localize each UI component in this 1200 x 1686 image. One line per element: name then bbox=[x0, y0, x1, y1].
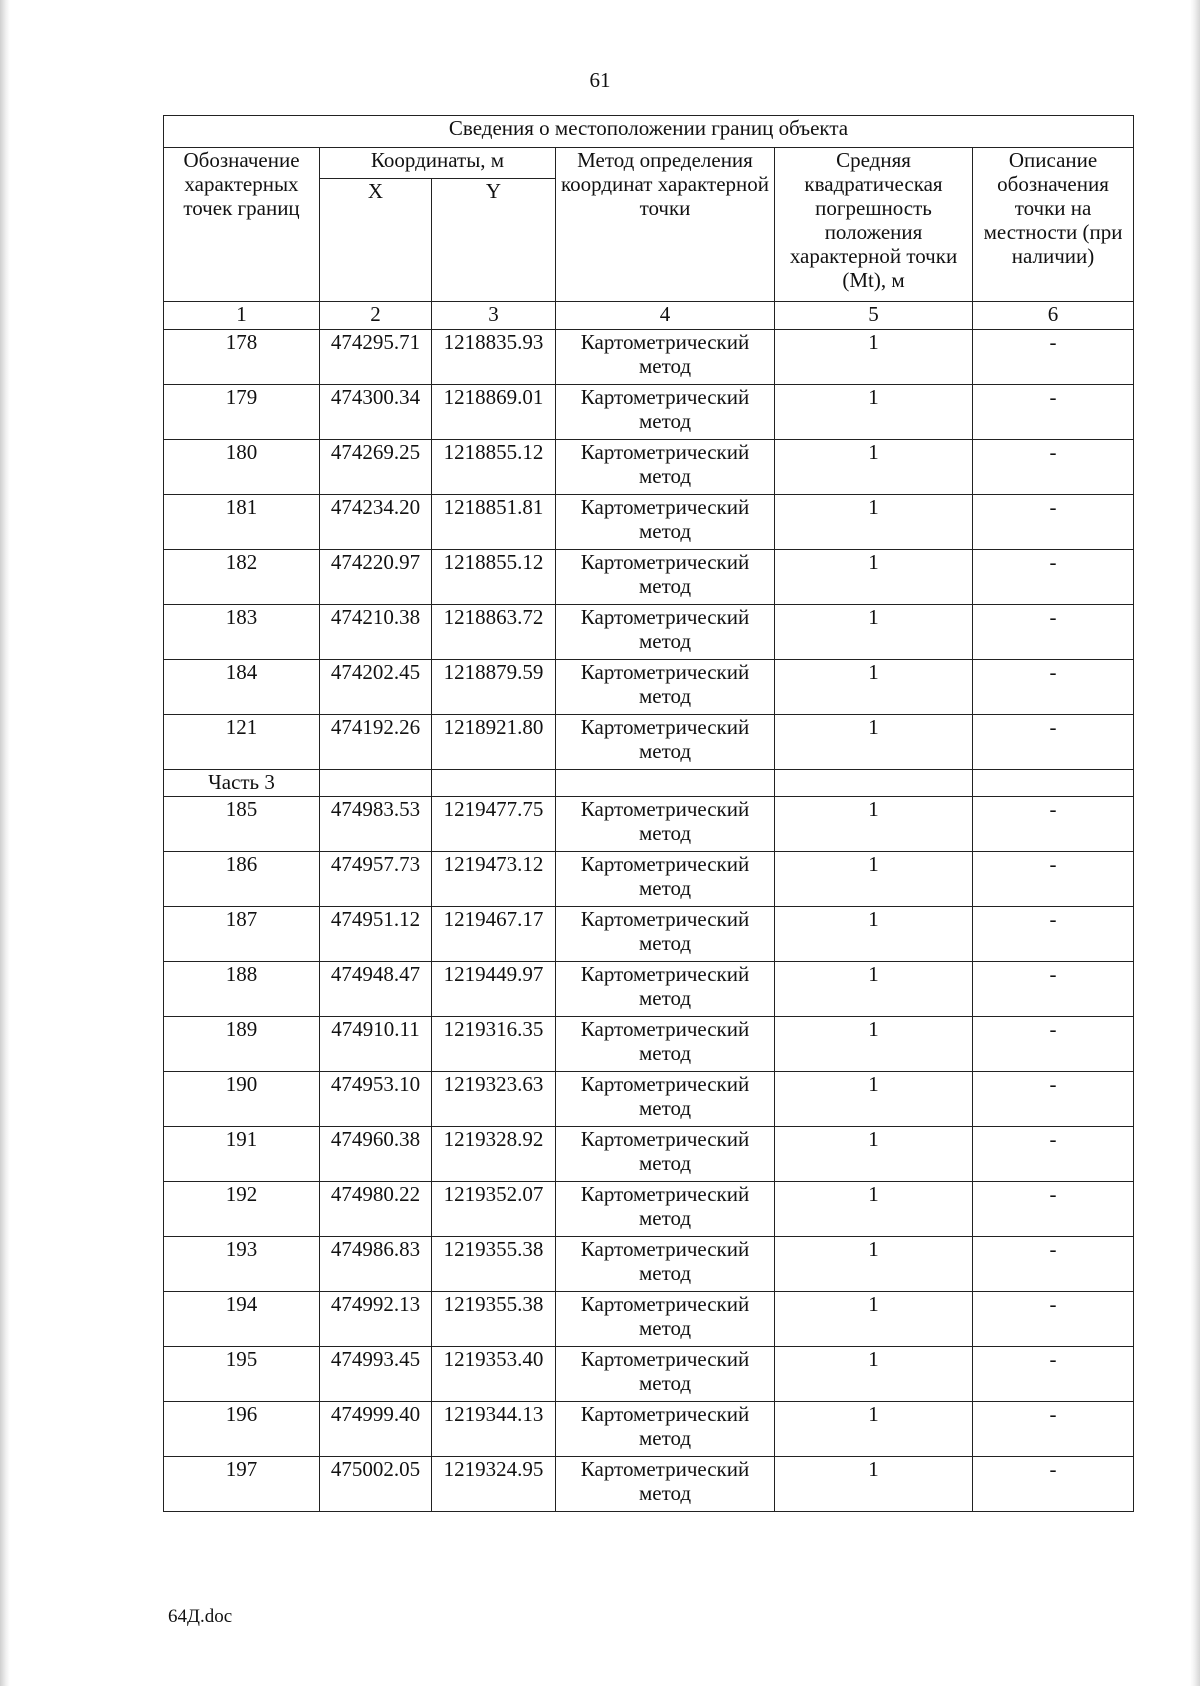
table-row bbox=[164, 1237, 1134, 1292]
empty-cell bbox=[973, 770, 1134, 797]
x-cell: 474993.45 bbox=[320, 1347, 432, 1402]
error-cell: 1 bbox=[775, 1017, 973, 1072]
error-cell: 1 bbox=[775, 495, 973, 550]
x-cell: 474202.45 bbox=[320, 660, 432, 715]
x-cell: 474999.40 bbox=[320, 1402, 432, 1457]
y-cell: 1219344.13 bbox=[432, 1402, 556, 1457]
x-cell: 474220.97 bbox=[320, 550, 432, 605]
method-text: метод bbox=[638, 986, 692, 1010]
error-cell: 1 bbox=[775, 852, 973, 907]
table-row bbox=[164, 1127, 1134, 1182]
method-text: Картометрический bbox=[580, 715, 750, 739]
method-text: Картометрический bbox=[580, 605, 750, 629]
table-row bbox=[164, 330, 1134, 385]
x-cell: 474986.83 bbox=[320, 1237, 432, 1292]
method-cell bbox=[556, 550, 775, 605]
x-cell: 474300.34 bbox=[320, 385, 432, 440]
method-text: метод bbox=[638, 821, 692, 845]
header-row bbox=[164, 148, 1134, 179]
point-cell: 194 bbox=[164, 1292, 320, 1347]
method-text: метод bbox=[638, 1261, 692, 1285]
method-cell bbox=[556, 1072, 775, 1127]
description-cell: - bbox=[973, 1457, 1134, 1512]
method-text: Картометрический bbox=[580, 495, 750, 519]
table-row bbox=[164, 1292, 1134, 1347]
method-text: Картометрический bbox=[580, 907, 750, 931]
method-cell bbox=[556, 1402, 775, 1457]
method-text: метод bbox=[638, 1206, 692, 1230]
point-cell: 180 bbox=[164, 440, 320, 495]
y-cell: 1218921.80 bbox=[432, 715, 556, 770]
method-cell bbox=[556, 440, 775, 495]
header-error: Средняя квадратическая погрешность положения характерной точки (Mt), м bbox=[775, 148, 973, 302]
method-text: метод bbox=[638, 354, 692, 378]
error-cell: 1 bbox=[775, 440, 973, 495]
method-cell bbox=[556, 660, 775, 715]
method-text: метод bbox=[638, 1481, 692, 1505]
method-text: Картометрический bbox=[580, 1292, 750, 1316]
y-cell: 1218835.93 bbox=[432, 330, 556, 385]
x-cell: 474983.53 bbox=[320, 797, 432, 852]
error-cell: 1 bbox=[775, 1402, 973, 1457]
method-text: Картометрический bbox=[580, 1457, 750, 1481]
error-cell: 1 bbox=[775, 660, 973, 715]
method-text: Картометрический bbox=[580, 1402, 750, 1426]
table-row bbox=[164, 852, 1134, 907]
method-text: метод bbox=[638, 519, 692, 543]
point-cell: 190 bbox=[164, 1072, 320, 1127]
method-cell bbox=[556, 1292, 775, 1347]
x-cell: 474234.20 bbox=[320, 495, 432, 550]
table-row bbox=[164, 1347, 1134, 1402]
scan-right-edge bbox=[1190, 0, 1200, 1686]
point-cell: 181 bbox=[164, 495, 320, 550]
column-number: 6 bbox=[973, 302, 1134, 330]
method-text: Картометрический bbox=[580, 385, 750, 409]
method-cell bbox=[556, 1127, 775, 1182]
point-cell: 183 bbox=[164, 605, 320, 660]
table-row bbox=[164, 660, 1134, 715]
y-cell: 1218855.12 bbox=[432, 550, 556, 605]
method-text: метод bbox=[638, 409, 692, 433]
description-cell: - bbox=[973, 1072, 1134, 1127]
error-cell: 1 bbox=[775, 1457, 973, 1512]
method-cell bbox=[556, 385, 775, 440]
description-cell: - bbox=[973, 1292, 1134, 1347]
scan-left-edge bbox=[0, 0, 10, 1686]
error-cell: 1 bbox=[775, 330, 973, 385]
description-cell: - bbox=[973, 907, 1134, 962]
point-cell: 193 bbox=[164, 1237, 320, 1292]
point-cell: 187 bbox=[164, 907, 320, 962]
method-cell bbox=[556, 852, 775, 907]
description-cell: - bbox=[973, 852, 1134, 907]
method-text: метод bbox=[638, 1316, 692, 1340]
y-cell: 1218869.01 bbox=[432, 385, 556, 440]
table-row bbox=[164, 715, 1134, 770]
empty-cell bbox=[320, 770, 432, 797]
description-cell: - bbox=[973, 660, 1134, 715]
method-cell bbox=[556, 1237, 775, 1292]
error-cell: 1 bbox=[775, 907, 973, 962]
column-number: 2 bbox=[320, 302, 432, 330]
method-cell bbox=[556, 962, 775, 1017]
point-cell: 185 bbox=[164, 797, 320, 852]
y-cell: 1218851.81 bbox=[432, 495, 556, 550]
error-cell: 1 bbox=[775, 962, 973, 1017]
table-row bbox=[164, 1072, 1134, 1127]
method-cell bbox=[556, 1457, 775, 1512]
point-cell: 189 bbox=[164, 1017, 320, 1072]
description-cell: - bbox=[973, 797, 1134, 852]
description-cell: - bbox=[973, 440, 1134, 495]
method-text: метод bbox=[638, 629, 692, 653]
method-text: метод bbox=[638, 574, 692, 598]
method-text: Картометрический bbox=[580, 1017, 750, 1041]
header-y: Y bbox=[432, 179, 556, 302]
method-text: метод bbox=[638, 1041, 692, 1065]
error-cell: 1 bbox=[775, 715, 973, 770]
error-cell: 1 bbox=[775, 605, 973, 660]
x-cell: 474992.13 bbox=[320, 1292, 432, 1347]
column-number: 4 bbox=[556, 302, 775, 330]
point-cell: 188 bbox=[164, 962, 320, 1017]
method-cell bbox=[556, 1017, 775, 1072]
x-cell: 474960.38 bbox=[320, 1127, 432, 1182]
page-number: 61 bbox=[589, 68, 611, 92]
y-cell: 1219328.92 bbox=[432, 1127, 556, 1182]
method-cell bbox=[556, 1347, 775, 1402]
method-text: Картометрический bbox=[580, 330, 750, 354]
method-text: Картометрический bbox=[580, 1072, 750, 1096]
description-cell: - bbox=[973, 715, 1134, 770]
method-cell bbox=[556, 715, 775, 770]
error-cell: 1 bbox=[775, 1072, 973, 1127]
y-cell: 1218855.12 bbox=[432, 440, 556, 495]
point-cell: 178 bbox=[164, 330, 320, 385]
column-numbers-row bbox=[164, 302, 1134, 330]
table-row bbox=[164, 495, 1134, 550]
point-cell: 184 bbox=[164, 660, 320, 715]
description-cell: - bbox=[973, 1017, 1134, 1072]
x-cell: 475002.05 bbox=[320, 1457, 432, 1512]
y-cell: 1219355.38 bbox=[432, 1237, 556, 1292]
y-cell: 1219467.17 bbox=[432, 907, 556, 962]
x-cell: 474295.71 bbox=[320, 330, 432, 385]
description-cell: - bbox=[973, 962, 1134, 1017]
method-text: Картометрический bbox=[580, 440, 750, 464]
method-text: Картометрический bbox=[580, 1127, 750, 1151]
x-cell: 474910.11 bbox=[320, 1017, 432, 1072]
table-row bbox=[164, 797, 1134, 852]
method-text: Картометрический bbox=[580, 1182, 750, 1206]
boundary-coordinates-table bbox=[163, 115, 1134, 1512]
table-row bbox=[164, 1457, 1134, 1512]
point-cell: 182 bbox=[164, 550, 320, 605]
method-cell bbox=[556, 330, 775, 385]
x-cell: 474192.26 bbox=[320, 715, 432, 770]
table-caption-row bbox=[164, 116, 1134, 148]
description-cell: - bbox=[973, 1182, 1134, 1237]
error-cell: 1 bbox=[775, 1127, 973, 1182]
method-cell bbox=[556, 495, 775, 550]
y-cell: 1218863.72 bbox=[432, 605, 556, 660]
y-cell: 1219355.38 bbox=[432, 1292, 556, 1347]
y-cell: 1219353.40 bbox=[432, 1347, 556, 1402]
error-cell: 1 bbox=[775, 1237, 973, 1292]
description-cell: - bbox=[973, 1402, 1134, 1457]
table-row bbox=[164, 385, 1134, 440]
header-point: Обозначение характерных точек границ bbox=[164, 148, 320, 302]
method-cell bbox=[556, 797, 775, 852]
error-cell: 1 bbox=[775, 1347, 973, 1402]
description-cell: - bbox=[973, 550, 1134, 605]
method-text: метод bbox=[638, 1096, 692, 1120]
header-method: Метод определения координат характерной точки bbox=[556, 148, 775, 302]
table-row bbox=[164, 550, 1134, 605]
point-cell: 192 bbox=[164, 1182, 320, 1237]
error-cell: 1 bbox=[775, 1292, 973, 1347]
method-text: метод bbox=[638, 464, 692, 488]
description-cell: - bbox=[973, 605, 1134, 660]
x-cell: 474948.47 bbox=[320, 962, 432, 1017]
method-text: метод bbox=[638, 1426, 692, 1450]
point-cell: 195 bbox=[164, 1347, 320, 1402]
point-cell: 121 bbox=[164, 715, 320, 770]
method-text: метод bbox=[638, 684, 692, 708]
method-text: Картометрический bbox=[580, 962, 750, 986]
x-cell: 474953.10 bbox=[320, 1072, 432, 1127]
method-text: Картометрический bbox=[580, 550, 750, 574]
description-cell: - bbox=[973, 385, 1134, 440]
x-cell: 474951.12 bbox=[320, 907, 432, 962]
point-cell: 196 bbox=[164, 1402, 320, 1457]
x-cell: 474269.25 bbox=[320, 440, 432, 495]
y-cell: 1218879.59 bbox=[432, 660, 556, 715]
method-text: метод bbox=[638, 1151, 692, 1175]
header-x: X bbox=[320, 179, 432, 302]
method-text: метод bbox=[638, 739, 692, 763]
method-cell bbox=[556, 907, 775, 962]
error-cell: 1 bbox=[775, 1182, 973, 1237]
method-cell bbox=[556, 1182, 775, 1237]
description-cell: - bbox=[973, 495, 1134, 550]
y-cell: 1219449.97 bbox=[432, 962, 556, 1017]
description-cell: - bbox=[973, 1347, 1134, 1402]
header-description: Описание обозначения точки на местности (при наличии) bbox=[973, 148, 1134, 302]
footer-filename: 64Д.doc bbox=[168, 1606, 233, 1627]
point-cell: 197 bbox=[164, 1457, 320, 1512]
table-row bbox=[164, 605, 1134, 660]
table-row bbox=[164, 440, 1134, 495]
method-text: Картометрический bbox=[580, 660, 750, 684]
method-text: Картометрический bbox=[580, 1237, 750, 1261]
header-coords: Координаты, м bbox=[320, 148, 556, 179]
method-text: Картометрический bbox=[580, 797, 750, 821]
method-text: метод bbox=[638, 931, 692, 955]
error-cell: 1 bbox=[775, 797, 973, 852]
table-row bbox=[164, 1182, 1134, 1237]
table-row bbox=[164, 1017, 1134, 1072]
column-number: 5 bbox=[775, 302, 973, 330]
column-number: 3 bbox=[432, 302, 556, 330]
table-row bbox=[164, 962, 1134, 1017]
method-text: метод bbox=[638, 876, 692, 900]
y-cell: 1219323.63 bbox=[432, 1072, 556, 1127]
column-number: 1 bbox=[164, 302, 320, 330]
description-cell: - bbox=[973, 330, 1134, 385]
part-label: Часть 3 bbox=[164, 770, 320, 797]
point-cell: 191 bbox=[164, 1127, 320, 1182]
description-cell: - bbox=[973, 1237, 1134, 1292]
empty-cell bbox=[556, 770, 775, 797]
method-text: Картометрический bbox=[580, 1347, 750, 1371]
y-cell: 1219477.75 bbox=[432, 797, 556, 852]
table-caption: Сведения о местоположении границ объекта bbox=[164, 116, 1134, 148]
x-cell: 474957.73 bbox=[320, 852, 432, 907]
method-cell bbox=[556, 605, 775, 660]
y-cell: 1219324.95 bbox=[432, 1457, 556, 1512]
x-cell: 474980.22 bbox=[320, 1182, 432, 1237]
y-cell: 1219352.07 bbox=[432, 1182, 556, 1237]
part-row bbox=[164, 770, 1134, 797]
empty-cell bbox=[775, 770, 973, 797]
point-cell: 179 bbox=[164, 385, 320, 440]
method-text: метод bbox=[638, 1371, 692, 1395]
method-text: Картометрический bbox=[580, 852, 750, 876]
error-cell: 1 bbox=[775, 550, 973, 605]
empty-cell bbox=[432, 770, 556, 797]
table-row bbox=[164, 907, 1134, 962]
point-cell: 186 bbox=[164, 852, 320, 907]
table-row bbox=[164, 1402, 1134, 1457]
y-cell: 1219473.12 bbox=[432, 852, 556, 907]
error-cell: 1 bbox=[775, 385, 973, 440]
x-cell: 474210.38 bbox=[320, 605, 432, 660]
description-cell: - bbox=[973, 1127, 1134, 1182]
y-cell: 1219316.35 bbox=[432, 1017, 556, 1072]
